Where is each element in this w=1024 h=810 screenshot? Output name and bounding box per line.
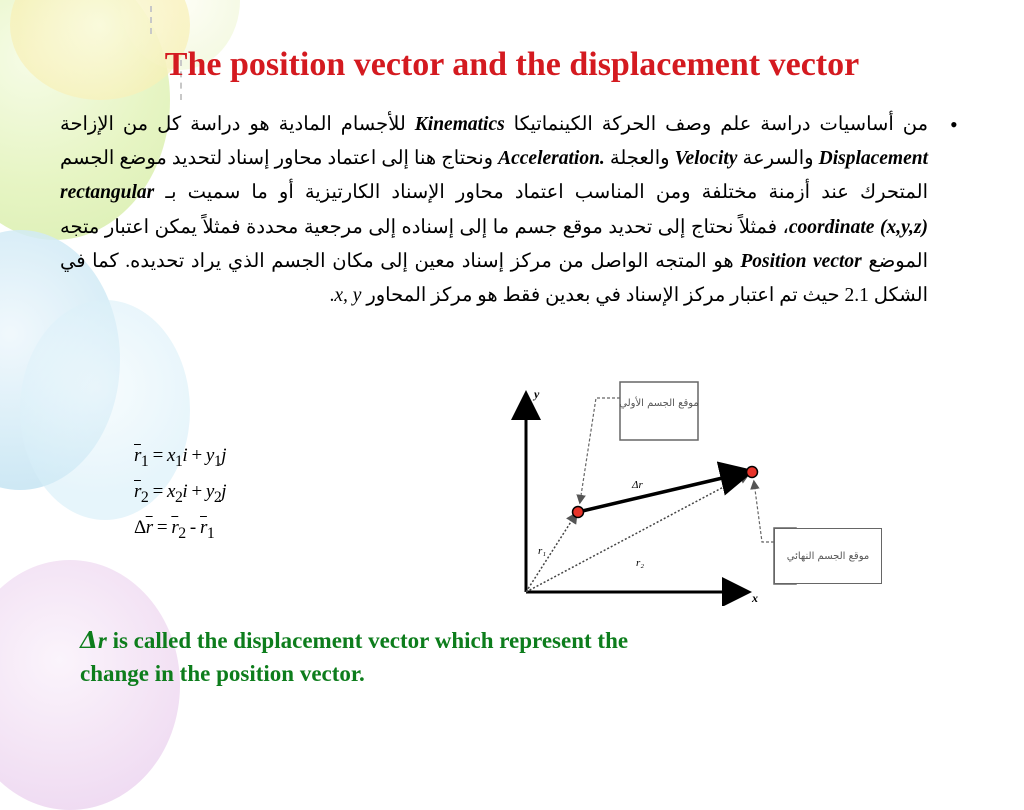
formula-symbol: j bbox=[221, 445, 227, 466]
formula-subscript: 2 bbox=[174, 488, 183, 506]
formula-subscript: 1 bbox=[213, 452, 222, 470]
caption-r-symbol: r bbox=[97, 628, 107, 653]
y-axis-label: y bbox=[534, 387, 540, 401]
initial-position-callout bbox=[620, 382, 698, 440]
axes-xy: x, y bbox=[334, 285, 362, 307]
formula-symbol: $\overline{r}$ bbox=[145, 517, 153, 538]
initial-callout-pointer bbox=[580, 398, 620, 502]
formula-symbol: y bbox=[205, 445, 214, 466]
formula-operator: + bbox=[191, 481, 202, 502]
x-axis-label: x bbox=[752, 591, 758, 605]
final-callout-pointer bbox=[754, 482, 774, 542]
caption-text: is called the displacement vector which represent the change in the position vector. bbox=[80, 628, 629, 686]
formula-symbol: i bbox=[182, 481, 188, 502]
caption-delta-symbol: Δ bbox=[80, 627, 98, 654]
formula-subscript: 1 bbox=[206, 524, 215, 542]
vector-formulas bbox=[134, 438, 226, 546]
formula-symbol: j bbox=[221, 481, 227, 502]
final-point bbox=[747, 467, 758, 478]
caption bbox=[80, 624, 640, 690]
formula-r2 bbox=[134, 474, 226, 510]
formula-operator: - bbox=[189, 517, 196, 538]
term-displacement: Displacement bbox=[818, 148, 929, 170]
balloon-string bbox=[150, 6, 152, 34]
initial-point bbox=[573, 507, 584, 518]
formula-operator: = bbox=[152, 481, 163, 502]
term-kinematics: Kinematics bbox=[414, 114, 505, 135]
formula-symbol: $\overline{r}$ bbox=[134, 445, 141, 466]
formula-symbol: x bbox=[167, 481, 175, 502]
formula-subscript: 2 bbox=[140, 488, 149, 506]
para-text: ونحتاج هنا إلى اعتماد محاور إسناد لتحديد موضع الجسم المتحرك عند أزمنة مختلفة ومن المناسب اعتماد محاور الإسناد الكارتيزية أو ما سميت بـ bbox=[60, 148, 928, 204]
formula-subscript: 1 bbox=[140, 452, 149, 470]
figure-number: 2.1 bbox=[844, 285, 869, 307]
displacement-vector bbox=[578, 472, 748, 512]
bullet-point: • bbox=[950, 112, 958, 137]
vector-diagram bbox=[508, 376, 798, 606]
term-rectangular-coordinate: rectangular coordinate (x,y,z) bbox=[60, 182, 928, 238]
para-text: والسرعة bbox=[742, 148, 814, 170]
r1-label: r₁ bbox=[538, 545, 547, 557]
formula-symbol: x bbox=[167, 445, 175, 466]
initial-position-label: موقع الجسم الأولي bbox=[619, 398, 699, 409]
term-velocity: Velocity bbox=[674, 148, 738, 170]
term-acceleration: Acceleration. bbox=[498, 148, 605, 170]
para-text: للأجسام المادية هو دراسة كل من الإزاحة bbox=[60, 114, 406, 135]
position-vector-r2 bbox=[526, 474, 748, 592]
term-position-vector: Position vector bbox=[740, 250, 862, 272]
position-vector-r1 bbox=[526, 514, 576, 592]
formula-symbol: $\overline{r}$ bbox=[134, 481, 141, 502]
formula-subscript: 2 bbox=[213, 488, 222, 506]
formula-operator: + bbox=[191, 445, 202, 466]
formula-operator: = bbox=[152, 445, 163, 466]
formula-operator: = bbox=[156, 517, 168, 538]
formula-r1 bbox=[134, 438, 226, 474]
formula-delta-r bbox=[134, 510, 226, 546]
formula-symbol: i bbox=[182, 445, 188, 466]
arabic-paragraph: من أساسيات دراسة علم وصف الحركة الكينماتيكا Kinematics للأجسام المادية هو دراسة كل من الإزاحة Displacement والسرعة Velocity والعجلة Acceleration. ونحتاج هنا إلى اعتماد محاور إسناد لتحديد موضع الجسم المتحرك عند أزمنة مختلفة ومن المناسب اعتماد محاور الإسناد الكارتيزية أو ما سميت بـ rectangular coordinate (x,y,z)، فمثلاً نحتاج إلى تحديد موقع جسم ما إلى إسناده إلى مرجعية محددة فمثلاً يمكن اعتبار متجه الموضع Position vector هو المتجه الواصل من مركز إسناد معين إلى مكان الجسم الذي يراد تحديده. كما في الشكل 2.1 حيث تم اعتبار مركز الإسناد في بعدين فقط هو مركز المحاور x, y. bbox=[60, 114, 929, 307]
final-position-label: موقع الجسم النهائي bbox=[786, 550, 870, 562]
delta-r-label: Δr bbox=[632, 479, 643, 491]
para-text: من أساسيات دراسة علم وصف الحركة الكينماتيكا bbox=[513, 114, 929, 135]
para-text: هو المتجه الواصل من مركز إسناد معين إلى مكان الجسم الذي يراد تحديده. كما في الشكل bbox=[60, 250, 928, 307]
formula-symbol: $\overline{r}$ bbox=[200, 517, 207, 538]
formula-subscript: 1 bbox=[174, 452, 183, 470]
formula-symbol: y bbox=[205, 481, 214, 502]
formula-subscript: 2 bbox=[178, 524, 186, 542]
formula-symbol: $\overline{r}$ bbox=[171, 517, 179, 538]
formula-symbol: Δ bbox=[134, 517, 146, 538]
r2-label: r₂ bbox=[636, 557, 645, 569]
final-position-callout bbox=[774, 528, 882, 584]
para-text: والعجلة bbox=[609, 148, 670, 170]
slide-title: The position vector and the displacement vector bbox=[164, 46, 860, 83]
para-text: ، فمثلاً نحتاج إلى تحديد موقع جسم ما إلى إسناده إلى مرجعية محددة فمثلاً يمكن اعتبار متجه الموضع bbox=[60, 216, 929, 272]
para-text: حيث تم اعتبار مركز الإسناد في بعدين فقط هو مركز المحاور bbox=[366, 285, 840, 307]
